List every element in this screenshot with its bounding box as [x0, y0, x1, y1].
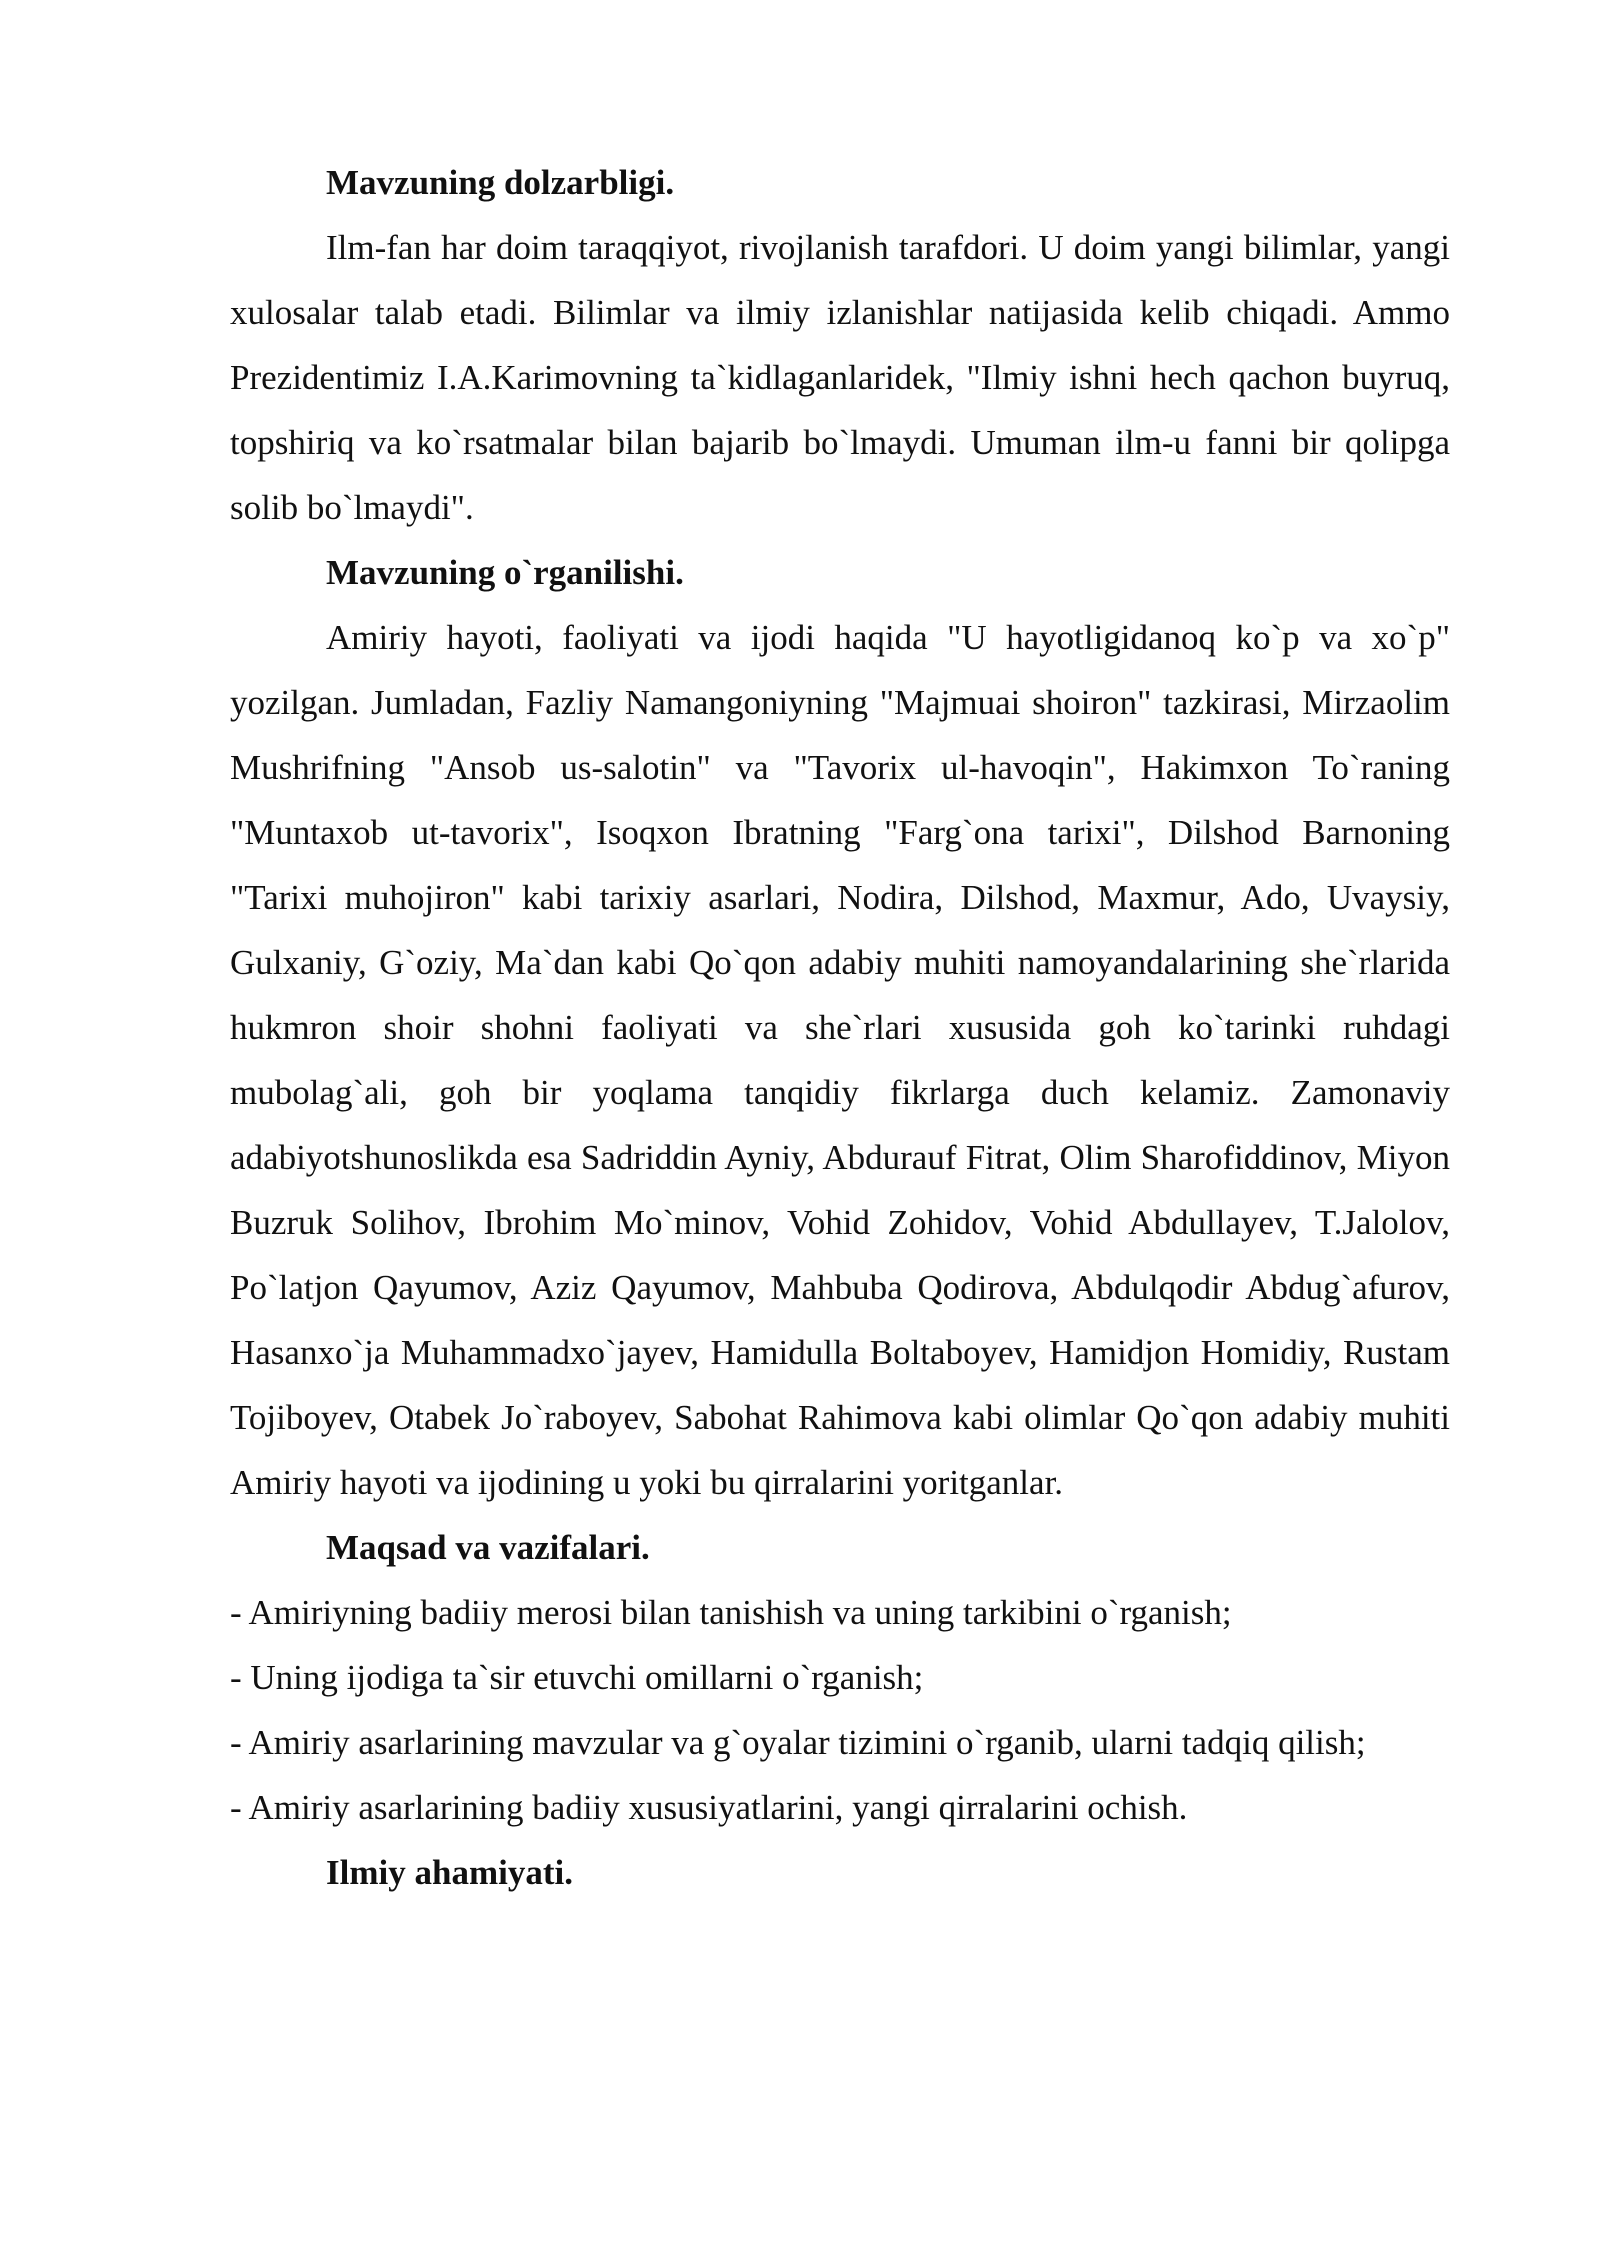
section-heading-significance: Ilmiy ahamiyati. [326, 1853, 573, 1892]
document-body [230, 150, 1450, 1905]
goals-list-item: - Amiriy asarlarining badiiy xususiyatlarini, yangi qirralarini ochish. [230, 1788, 1188, 1827]
goals-list-item: - Amiriyning badiiy merosi bilan tanishish va uning tarkibini o`rganish; [230, 1593, 1232, 1632]
paragraph-relevance: Ilm-fan har doim taraqqiyot, rivojlanish tarafdori. U doim yangi bilimlar, yangi xulosalar talab etadi. Bilimlar va ilmiy izlanishlar natijasida kelib chiqadi. Ammo Prezidentimiz I.A.Karimovning ta`kidlaganlaridek, "Ilmiy ishni hech qachon buyruq, topshiriq va ko`rsatmalar bilan bajarib bo`lmaydi. Umuman ilm-u fanni bir qolipga solib bo`lmaydi". [230, 228, 1450, 527]
goals-list-item: - Uning ijodiga ta`sir etuvchi omillarni o`rganish; [230, 1658, 924, 1697]
section-heading-relevance: Mavzuning dolzarbligi. [326, 163, 675, 202]
section-heading-goals: Maqsad va vazifalari. [326, 1528, 650, 1567]
paragraph-study: Amiriy hayoti, faoliyati va ijodi haqida "U hayotligidanoq ko`p va xo`p" yozilgan. Jumladan, Fazliy Namangoniyning "Majmuai shoiron" tazkirasi, Mirzaolim Mushrifning "Ansob us-salotin" va "Tavorix ul-havoqin", Hakimxon To`raning "Muntaxob ut-tavorix", Isoqxon Ibratning "Farg`ona tarixi", Dilshod Barnoning "Tarixi muhojiron" kabi tarixiy asarlari, Nodira, Dilshod, Maxmur, Ado, Uvaysiy, Gulxaniy, G`oziy, Ma`dan kabi Qo`qon adabiy muhiti namoyandalarining she`rlarida hukmron shoir shohni faoliyati va she`rlari xususida goh ko`tarinki ruhdagi mubolag`ali, goh bir yoqlama tanqidiy fikrlarga duch kelamiz. Zamonaviy adabiyotshunoslikda esa Sadriddin Ayniy, Abdurauf Fitrat, Olim Sharofiddinov, Miyon Buzruk Solihov, Ibrohim Mo`minov, Vohid Zohidov, Vohid Abdullayev, T.Jalolov, Po`latjon Qayumov, Aziz Qayumov, Mahbuba Qodirova, Abdulqodir Abdug`afurov, Hasanxo`ja Muhammadxo`jayev, Hamidulla Boltaboyev, Hamidjon Homidiy, Rustam Tojiboyev, Otabek Jo`raboyev, Sabohat Rahimova kabi olimlar Qo`qon adabiy muhiti Amiriy hayoti va ijodining u yoki bu qirralarini yoritganlar. [230, 618, 1450, 1502]
section-heading-study: Mavzuning o`rganilishi. [326, 553, 684, 592]
goals-list-item: - Amiriy asarlarining mavzular va g`oyalar tizimini o`rganib, ularni tadqiq qilish; [230, 1723, 1366, 1762]
